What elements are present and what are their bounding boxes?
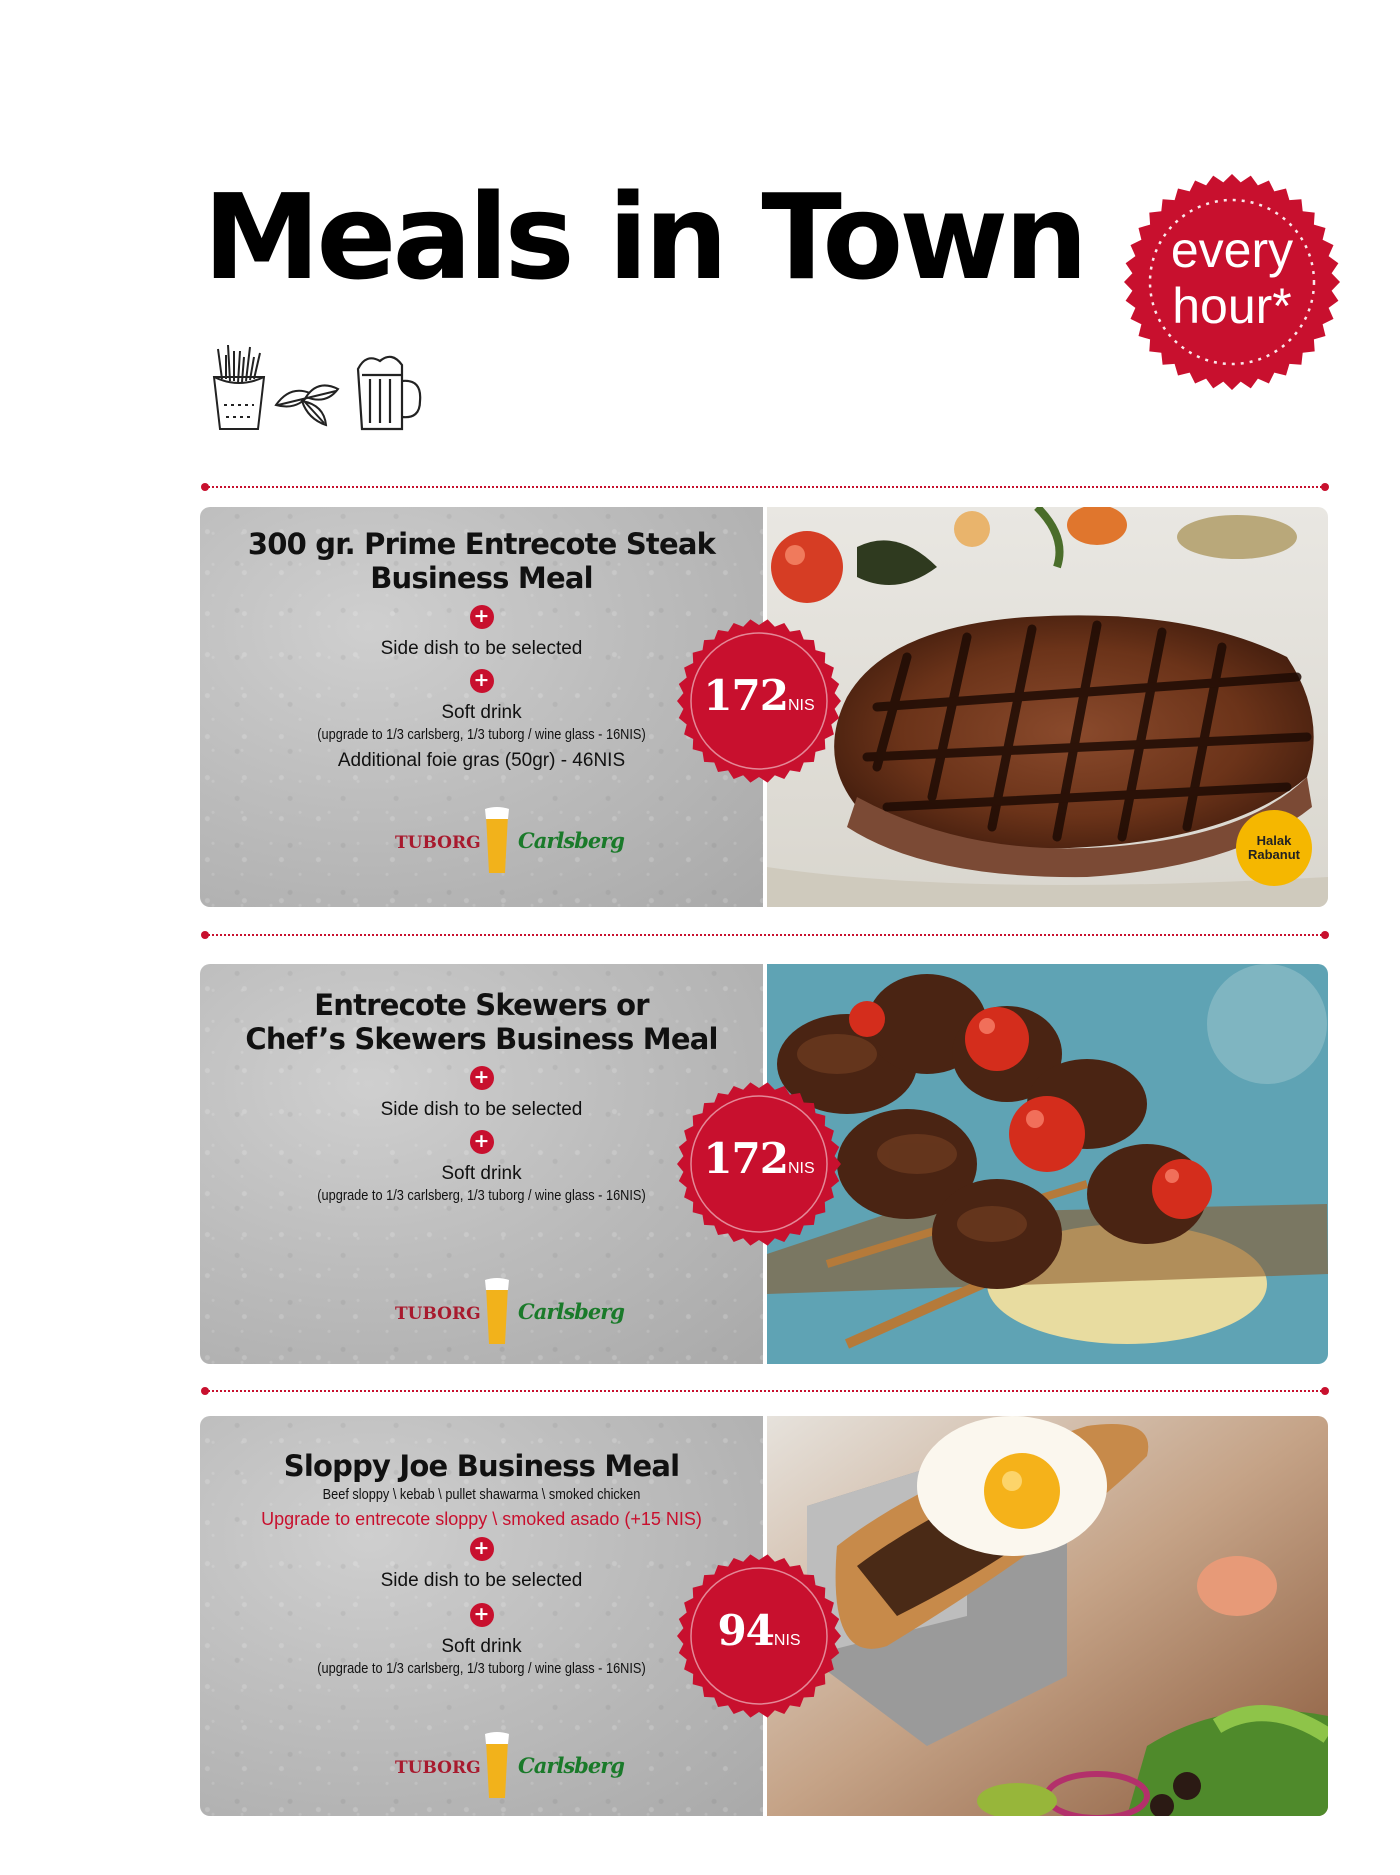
soft-drink-text: Soft drink (441, 1636, 522, 1657)
food-sketches (206, 345, 431, 435)
halal-line2: Rabanut (1248, 847, 1300, 862)
dotted-divider (205, 486, 1325, 488)
dotted-divider (205, 934, 1325, 936)
tuborg-logo: TUBORG (395, 1758, 481, 1778)
badge-line-every: every (1170, 222, 1294, 278)
tuborg-logo: TUBORG (395, 1304, 481, 1324)
carlsberg-logo: Carlsberg (518, 1299, 624, 1324)
beer-mug-sketch-icon (358, 357, 420, 429)
tuborg-logo: TUBORG (395, 833, 481, 853)
plus-icon: + (470, 669, 494, 693)
skewers-photo (767, 964, 1328, 1364)
carlsberg-logo: Carlsberg (518, 1753, 624, 1778)
brand-logos (395, 1732, 624, 1802)
plus-icon: + (470, 1537, 494, 1561)
herb-leaves-sketch-icon (276, 385, 338, 425)
fries-sketch-icon (214, 345, 264, 429)
beer-glass-icon (483, 807, 511, 877)
brand-logos (395, 1278, 624, 1348)
meal-title-line2: Business Meal (370, 561, 593, 595)
meal-options: Beef sloppy \ kebab \ pullet shawarma \ smoked chicken (322, 1487, 641, 1503)
price-currency: NIS (788, 1160, 815, 1177)
meal-title-line1: 300 gr. Prime Entrecote Steak (247, 527, 716, 561)
meal-title: Sloppy Joe Business Meal (283, 1449, 680, 1483)
price-value: 94 (717, 1606, 774, 1655)
brand-logos (395, 807, 624, 877)
upgrade-red-text: Upgrade to entrecote sloppy \ smoked asado (+15 NIS) (261, 1509, 702, 1529)
plus-icon: + (470, 1130, 494, 1154)
price-currency: NIS (788, 697, 815, 714)
meal-title-line2: Chef’s Skewers Business Meal (245, 1022, 718, 1056)
carlsberg-logo: Carlsberg (518, 828, 624, 853)
halal-rabanut-badge (1236, 810, 1312, 886)
price-badge (675, 617, 843, 785)
soft-drink-text: Soft drink (441, 702, 522, 723)
side-dish-text: Side dish to be selected (380, 1570, 583, 1591)
halal-line1: Halak (1256, 833, 1292, 848)
upgrade-note: (upgrade to 1/3 carlsberg, 1/3 tuborg / wine glass - 16NIS) (317, 727, 646, 743)
plus-icon: + (470, 605, 494, 629)
price-badge (675, 1080, 843, 1248)
price-badge (675, 1552, 843, 1720)
beer-glass-icon (483, 1732, 511, 1802)
dotted-divider (205, 1390, 1325, 1392)
upgrade-note: (upgrade to 1/3 carlsberg, 1/3 tuborg / wine glass - 16NIS) (317, 1661, 646, 1677)
badge-line-hour: hour* (1172, 278, 1292, 334)
meal-title-line1: Entrecote Skewers or (314, 988, 649, 1022)
beer-glass-icon (483, 1278, 511, 1348)
price-value: 172 (703, 671, 788, 720)
upgrade-note: (upgrade to 1/3 carlsberg, 1/3 tuborg / wine glass - 16NIS) (317, 1188, 646, 1204)
plus-icon: + (470, 1066, 494, 1090)
page-title: Meals in Town (203, 168, 1085, 306)
side-dish-text: Side dish to be selected (380, 1099, 583, 1120)
plus-icon: + (470, 1603, 494, 1627)
price-value: 172 (703, 1134, 788, 1183)
foie-gras-extra: Additional foie gras (50gr) - 46NIS (337, 750, 626, 771)
side-dish-text: Side dish to be selected (380, 638, 583, 659)
sloppy-joe-photo (767, 1416, 1328, 1816)
soft-drink-text: Soft drink (441, 1163, 522, 1184)
price-currency: NIS (773, 1632, 801, 1649)
every-hour-badge (1122, 172, 1342, 392)
